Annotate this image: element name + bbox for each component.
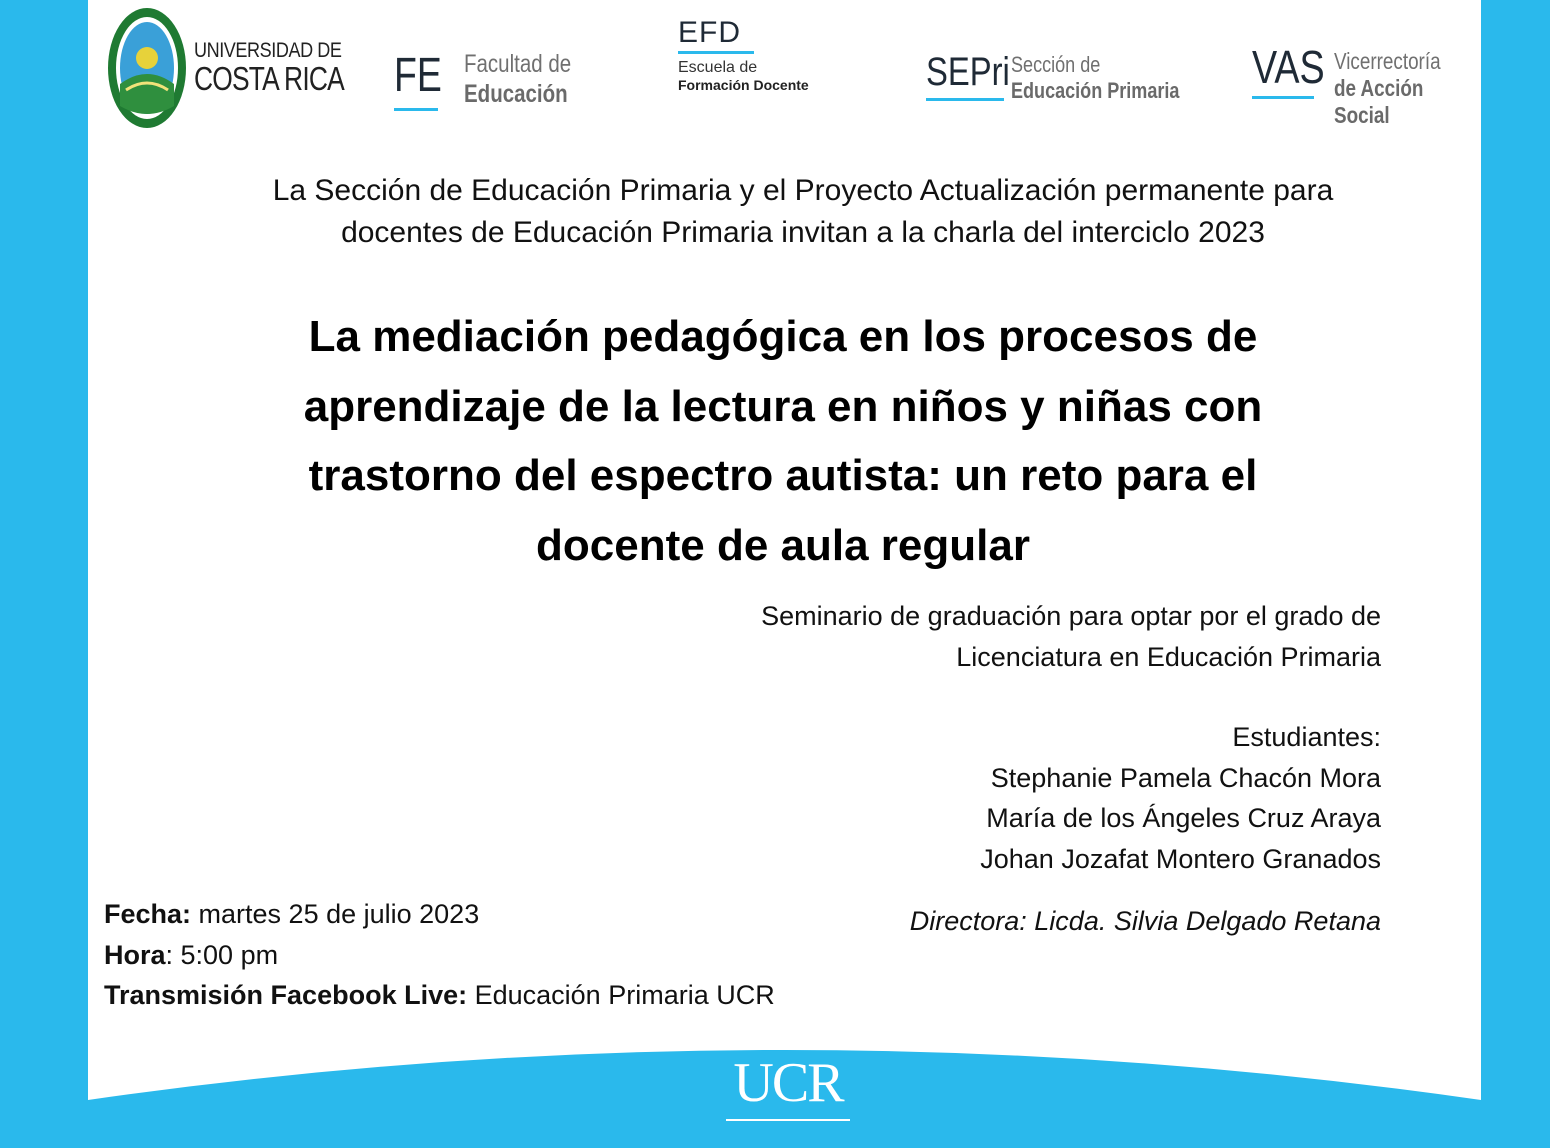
time-label: Hora bbox=[104, 939, 166, 970]
event-stream bbox=[104, 975, 775, 1016]
event-date bbox=[104, 894, 775, 935]
footer-ucr-logo bbox=[718, 1052, 858, 1121]
vas-logo bbox=[1252, 41, 1341, 99]
sepri-line1: Sección de bbox=[1011, 52, 1101, 77]
date-label: Fecha: bbox=[104, 899, 192, 929]
intro-line2: docentes de Educación Primaria invitan a la charla del interciclo 2023 bbox=[341, 216, 1265, 249]
talk-title bbox=[188, 302, 1378, 580]
fe-text bbox=[464, 50, 571, 109]
ucr-name-logo bbox=[194, 40, 381, 95]
efd-underline bbox=[678, 51, 754, 54]
seminar-line2: Licenciatura en Educación Primaria bbox=[956, 641, 1381, 672]
vas-abbr: VAS bbox=[1252, 41, 1325, 93]
efd-line1: Escuela de bbox=[678, 59, 758, 76]
sepri-underline bbox=[926, 98, 1004, 101]
vas-line2: de Acción Social bbox=[1334, 75, 1424, 129]
ucr-seal-logo bbox=[106, 6, 188, 130]
title-line4: docente de aula regular bbox=[536, 520, 1030, 570]
student-name: Stephanie Pamela Chacón Mora bbox=[990, 762, 1381, 793]
invitation-page bbox=[88, 0, 1481, 1148]
vas-line1: Vicerrectoría bbox=[1334, 48, 1441, 74]
seminar-line1: Seminario de graduación para optar por el grado de bbox=[761, 601, 1381, 631]
title-line1: La mediación pedagógica en los procesos de bbox=[308, 312, 1258, 361]
student-name: María de los Ángeles Cruz Araya bbox=[986, 803, 1381, 833]
time-value: : 5:00 pm bbox=[165, 939, 279, 970]
sepri-text bbox=[1011, 52, 1179, 104]
efd-abbr: EFD bbox=[678, 16, 741, 49]
spacer bbox=[581, 677, 1381, 717]
students-heading: Estudiantes: bbox=[1232, 722, 1381, 752]
vas-underline bbox=[1252, 96, 1314, 99]
footer-ucr-text: UCR bbox=[733, 1052, 843, 1114]
fe-line2: Educación bbox=[464, 79, 568, 108]
ucr-name-line2: COSTA RICA bbox=[194, 60, 344, 97]
student-name: Johan Jozafat Montero Granados bbox=[980, 843, 1381, 874]
stream-value: Educación Primaria UCR bbox=[467, 980, 775, 1010]
fe-underline bbox=[394, 108, 438, 111]
ucr-name-line1: UNIVERSIDAD DE bbox=[194, 39, 342, 62]
date-value: martes 25 de julio 2023 bbox=[191, 899, 480, 929]
title-line3: trastorno del espectro autista: un reto para el bbox=[308, 451, 1258, 501]
efd-logo bbox=[678, 18, 809, 93]
director: Directora: Licda. Silvia Delgado Retana bbox=[909, 906, 1381, 936]
sepri-line2: Educación Primaria bbox=[1011, 77, 1180, 103]
efd-line2: Formación Docente bbox=[678, 77, 809, 93]
fe-line1: Facultad de bbox=[464, 50, 572, 78]
fe-logo bbox=[394, 49, 455, 111]
seminar-info bbox=[581, 596, 1381, 942]
stream-label: Transmisión Facebook Live: bbox=[104, 980, 468, 1010]
fe-abbr: FE bbox=[394, 49, 442, 102]
event-time bbox=[104, 935, 775, 976]
footer-ucr-underline bbox=[726, 1119, 850, 1121]
event-details bbox=[104, 894, 775, 1016]
sepri-abbr: SEPri bbox=[926, 50, 1010, 94]
intro-text bbox=[188, 170, 1418, 254]
vas-text bbox=[1334, 48, 1455, 129]
intro-line1: La Sección de Educación Primaria y el Proyecto Actualización permanente para bbox=[272, 174, 1334, 207]
title-line2: aprendizaje de la lectura en niños y niñas con bbox=[303, 381, 1263, 431]
